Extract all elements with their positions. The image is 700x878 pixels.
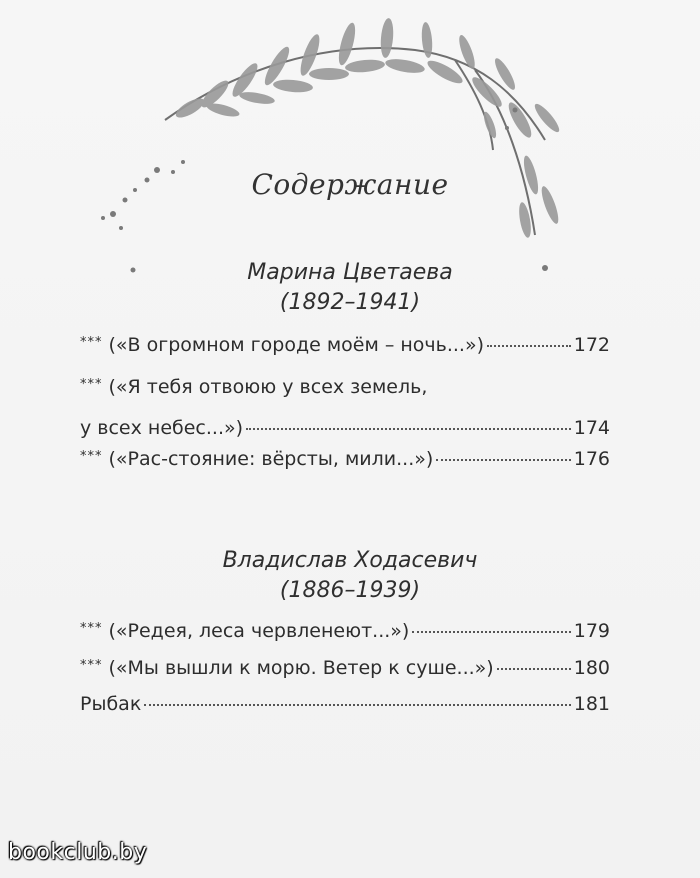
page-number: 176 [573, 448, 610, 470]
entry-title: Рыбак [80, 693, 142, 715]
contents-title: Содержание [251, 168, 449, 201]
toc-entry[interactable] [80, 692, 610, 716]
leaf-branch-icon [95, 0, 595, 280]
dot-leader [412, 631, 570, 633]
dot-leader [246, 428, 571, 430]
author-name: Марина Цветаева [247, 260, 453, 285]
page-number: 180 [573, 657, 610, 679]
page-number: 172 [573, 334, 610, 356]
dot-leader [497, 668, 571, 670]
stars-marker: *** [80, 658, 103, 673]
entry-title: («В огромном городе моём – ночь...») [108, 334, 485, 356]
watermark: bookclub.by [8, 840, 148, 865]
entry-title-continuation: у всех небес...») [80, 417, 244, 439]
author-years: (1886–1939) [279, 578, 421, 603]
stars-marker: *** [80, 621, 103, 636]
toc-entry[interactable] [80, 656, 610, 683]
toc-entry[interactable] [80, 447, 610, 474]
author-name: Владислав Ходасевич [222, 548, 478, 573]
stars-marker: *** [80, 377, 103, 392]
dot-leader [436, 459, 570, 461]
author-heading [0, 258, 700, 318]
author-heading [0, 546, 700, 606]
toc-entry[interactable] [80, 619, 610, 646]
page-number: 179 [573, 620, 610, 642]
entry-title: («Мы вышли к морю. Ветер к суше...») [108, 657, 494, 679]
dot-leader [487, 345, 571, 347]
page-number: 174 [573, 417, 610, 439]
stars-marker: *** [80, 449, 103, 464]
toc-entry[interactable] [80, 375, 610, 440]
entry-title: («Я тебя отвоюю у всех земель, [108, 376, 428, 398]
page-number: 181 [573, 693, 610, 715]
author-years: (1892–1941) [279, 290, 421, 315]
dot-leader [144, 704, 570, 706]
stars-marker: *** [80, 335, 103, 350]
entry-title: («Рас-стояние: вёрсты, мили...») [108, 448, 434, 470]
entry-title: («Редея, леса червленеют...») [108, 620, 410, 642]
toc-entry[interactable] [80, 333, 610, 360]
